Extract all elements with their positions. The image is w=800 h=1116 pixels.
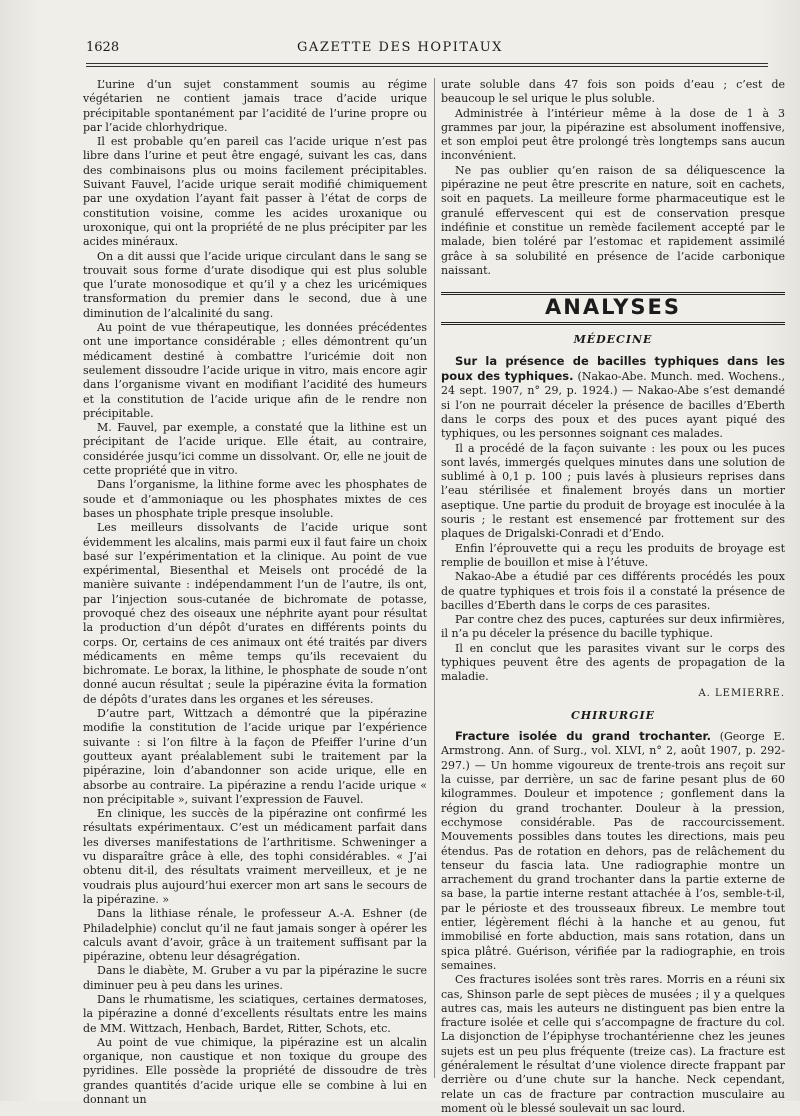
right-column <box>441 78 785 1116</box>
medecine-article-title: Sur la présence de bacilles typhiques dans les poux des typhiques. <box>441 353 785 384</box>
left-paragraph: Dans l’organisme, la lithine forme avec les phosphates de soude et d’ammoniaque ou les phosphates mixtes de ces bases un phosphate triple presque insoluble. <box>83 478 427 520</box>
page-number: 1628 <box>86 40 120 55</box>
left-paragraph: M. Fauvel, par exemple, a constaté que la lithine est un précipitant de l’acide urique. Elle était, au contraire, considérée jusqu’ici comme un dissolvant. Or, elle ne jouit de cette propriété que in vitro. <box>83 421 427 478</box>
running-title: GAZETTE DES HOPITAUX <box>297 40 503 55</box>
chirurgie-citation: (George E. Armstrong. Ann. of Surg., vol. XLVI, n° 2, août 1907, p. 292-297.) — Un homme vigoureux de trente-trois ans reçoit sur la cuisse, par derrière, un sac de farine pesant plus de 60 kilogrammes. Douleur et impotence ; gonflement dans la région du grand trochanter. Douleur à la pression, ecchymose considérable. Pas de raccourcissement. Mouvements possibles dans toutes les directions, mais peu étendus. Pas de rotation en dehors, pas de relâchement du tenseur du fascia lata. Une radiographie montre un arrachement du grand trochanter dans la partie externe de sa base, la partie interne restant attachée à l’os, semble-t-il, par le périoste et des trousseaux fibreux. Le membre tout entier, légèrement fléchi à la hanche et au genou, fut immobilisé en forte abduction, mais sans rotation, dans un spica plâtré. Guérison, vérifiée par la radiographie, en trois semaines. <box>441 730 786 972</box>
medecine-paragraph: Nakao-Abe a étudié par ces différents procédés les poux de quatre typhiques et trois fois il a constaté la présence de bacilles d’Eberth dans le corps de ces parasites. <box>441 570 785 612</box>
chirurgie-paragraph: Ces fractures isolées sont très rares. Morris en a réuni six cas, Shinson parle de sept pièces de musées ; il y a quelques autres cas, mais les auteurs ne distinguent pas bien entre la fracture isolée et celle qui s’accompagne de fracture du col. La disjonction de l’épiphyse trochantérienne chez les jeunes sujets est un peu plus fréquente (treize cas). La fracture est généralement le résultat d’une violence directe frappant par derrière ou d’une chute sur la hanche. Neck cependant, relate un cas de fracture par contraction musculaire au moment où le blessé soulevait un sac lourd. <box>441 973 785 1115</box>
medecine-paragraph: Par contre chez des puces, capturées sur deux infirmières, il n’a pu déceler la présence du bacille typhique. <box>441 613 785 641</box>
column-divider <box>434 78 435 1078</box>
left-paragraph: Il est probable qu’en pareil cas l’acide urique n’est pas libre dans l’urine et peut être engagé, suivant les cas, dans des combinaisons plus ou moins facilement précipitables. Suivant Fauvel, l’acide urique serait modifié chimiquement par une oxydation l’ayant fait passer à l’état de corps de constitution voisine, comme les acides uroxanique ou uroxonique, qui ont la propriété de ne plus précipiter par les acides minéraux. <box>83 135 427 249</box>
author-signature: A. LEMIERRE. <box>698 687 785 699</box>
left-paragraph: L’urine d’un sujet constamment soumis au régime végétarien ne contient jamais trace d’acide urique précipitable spontanément par l’acidité de l’urine propre ou par l’acide chlorhydrique. <box>83 78 427 134</box>
medecine-heading: MÉDECINE <box>573 333 653 347</box>
left-column <box>83 78 427 1107</box>
medecine-lead <box>441 354 785 442</box>
left-paragraph: En clinique, les succès de la pipérazine ont confirmé les résultats expérimentaux. C’est un médicament parfait dans les diverses manifestations de l’arthritisme. Schweninger a vu disparaître grâce à elle, des tophi considérables. « J’ai obtenu dit-il, des résultats vraiment merveilleux, et je ne voudrais plus aujourd’hui exercer mon art sans le secours de la pipérazine. » <box>83 807 427 906</box>
left-paragraph: D’autre part, Wittzach a démontré que la pipérazine modifie la constitution de l’acide urique par l’expérience suivante : si l’on filtre à la façon de Pfeiffer l’urine d’un goutteux ayant préalablement subi le traitement par la pipérazine, loin d’abandonner son acide urique, elle en absorbe au contraire. La pipérazine a rendu l’acide urique « non précipitable », suivant l’expression de Fauvel. <box>83 707 427 806</box>
medecine-paragraph: Il a procédé de la façon suivante : les poux ou les puces sont lavés, immergés quelques minutes dans une solution de sublimé à 0,1 p. 100 ; puis lavés à plusieurs reprises dans l’eau stérilisée et finalement broyés dans un mortier aseptique. Une partie du produit de broyage est inoculée à la souris ; le restant est ensemencé par frottement sur des plaques de Drigalski-Conradi et d’Endo. <box>441 441 785 541</box>
left-paragraph: On a dit aussi que l’acide urique circulant dans le sang se trouvait sous forme d’urate disodique qui est plus soluble que l’urate monosodique et qu’il y a chez les uricémiques transformation du premier dans le second, due à une diminution de l’alcalinité du sang. <box>83 249 427 320</box>
chirurgie-lead <box>441 729 785 973</box>
section-banner <box>441 292 785 325</box>
left-paragraph: Les meilleurs dissolvants de l’acide urique sont évidemment les alcalins, mais parmi eux il faut faire un choix basé sur l’expérimentation et la clinique. Au point de vue expérimental, Biesenthal et Meisels ont procédé de la manière suivante : indépendamment l’un de l’autre, ils ont, par l’injection sous-cutanée de bichromate de potasse, provoqué chez des oiseaux une néphrite ayant pour résultat la production d’un dépôt d’urates en différents points du corps. Or, certains de ces animaux ont été traités par divers médicaments en même temps qu’ils recevaient du bichromate. Le borax, la lithine, le phosphate de soude n’ont donné aucun résultat ; seule la pipérazine évita la formation de dépôts d’urates dans les organes et les séreuses. <box>83 521 427 706</box>
header-rule <box>86 63 768 64</box>
left-paragraph: Au point de vue chimique, la pipérazine est un alcalin organique, non caustique et non toxique du groupe des pyridines. Elle possède la propriété de dissoudre de très grandes quantités d’acide urique elle se combine à lui en donnant un <box>83 1035 427 1107</box>
left-paragraph: Dans le diabète, M. Gruber a vu par la pipérazine le sucre diminuer peu à peu dans les urines. <box>83 964 427 992</box>
left-paragraph: Dans le rhumatisme, les sciatiques, certaines dermatoses, la pipérazine a donné d’excellents résultats entre les mains de MM. Wittzach, Henbach, Bardet, Ritter, Schots, etc. <box>83 993 427 1035</box>
chirurgie-article-title: Fracture isolée du grand trochanter. <box>455 729 711 744</box>
medecine-paragraph: Il en conclut que les parasites vivant sur le corps des typhiques peuvent être des agents de propagation de la maladie. <box>441 641 785 684</box>
right-paragraph: Administrée à l’intérieur même à la dose de 1 à 3 grammes par jour, la pipérazine est absolument inoffensive, et son emploi peut être prolongé très longtemps sans aucun inconvénient. <box>441 106 785 163</box>
medecine-citation: (Nakao-Abe. Munch. med. Wochens., 24 sept. 1907, n° 29, p. 1924.) — Nakao-Abe s’est demandé si l’on ne pourrait déceler la présence de bacilles d’Eberth dans le corps des poux et des puces ayant piqué des typhiques, ou les personnes soignant ces malades. <box>441 370 785 441</box>
chirurgie-heading: CHIRURGIE <box>570 708 656 722</box>
left-paragraph: Dans la lithiase rénale, le professeur A.-A. Eshner (de Philadelphie) conclut qu’il ne faut jamais songer à opérer les calculs avant d’avoir, grâce à un traitement suffisant par la pipérazine, obtenu leur désagrégation. <box>83 907 427 964</box>
left-paragraph: Au point de vue thérapeutique, les données précédentes ont une importance considérable ; elles démontrent qu’un médicament destiné à combattre l’uricémie doit non seulement dissoudre l’acide urique in vitro, mais encore agir dans l’organisme vivant en modifiant l’acidité des humeurs et la constitution de l’acide urique afin de le rendre non précipitable. <box>83 321 427 420</box>
header-rule-2 <box>86 66 768 67</box>
right-paragraph: urate soluble dans 47 fois son poids d’eau ; c’est de beaucoup le sel urique le plus soluble. <box>441 78 785 106</box>
right-paragraph: Ne pas oublier qu’en raison de sa déliquescence la pipérazine ne peut être prescrite en nature, soit en cachets, soit en paquets. La meilleure forme pharmaceutique est le granulé effervescent qui est de conservation presque indéfinie et constitue un remède facilement accepté par le malade, bien toléré par l’estomac et rapidement assimilé grâce à sa solubilité en présence de l’acide carbonique naissant. <box>441 163 785 277</box>
medecine-paragraph: Enfin l’éprouvette qui a reçu les produits de broyage est remplie de bouillon et mise à l’étuve. <box>441 541 785 569</box>
section-title: ANALYSES <box>545 295 681 320</box>
